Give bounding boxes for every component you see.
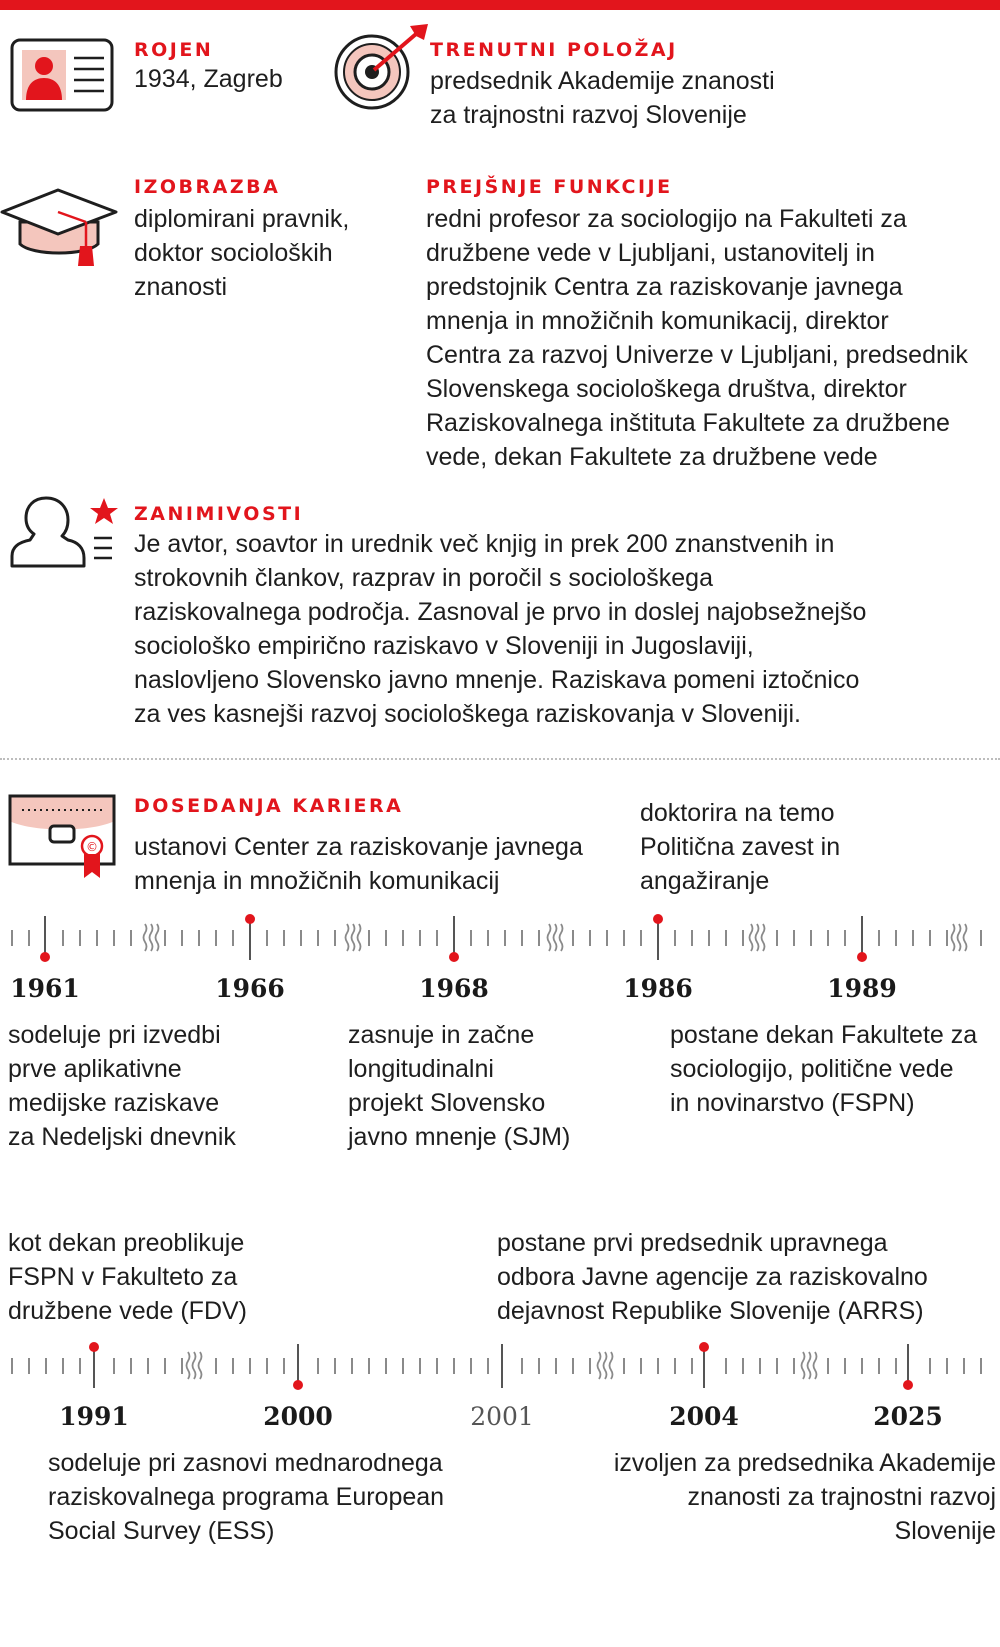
- year-2001: 2001: [470, 1402, 534, 1431]
- funkcije-line-4: mnenja in množičnih komunikacij, direktor: [426, 307, 889, 335]
- rojen-heading: ROJEN: [134, 39, 214, 61]
- zanimivosti-line-4: sociološko empirično raziskavo v Sloveniji in Jugoslaviji,: [134, 632, 754, 660]
- event-1991-line-3: družbene vede (FDV): [8, 1297, 248, 1325]
- polozaj-line-1: predsednik Akademije znanosti: [430, 67, 775, 95]
- zanimivosti-heading: ZANIMIVOSTI: [134, 503, 304, 525]
- tl1-break-mark: [952, 924, 967, 951]
- event-2004-line-2: odbora Javne agencije za raziskovalno: [497, 1263, 928, 1291]
- zanimivosti-line-2: strokovnih člankov, razprav in poročil s sociološkega: [134, 564, 713, 592]
- kariera-heading: DOSEDANJA KARIERA: [134, 795, 404, 817]
- tl1-break-mark: [346, 924, 361, 951]
- event-2000-line-2: raziskovalnega programa European: [48, 1483, 445, 1511]
- tl1-year-1968-dot: [449, 952, 459, 962]
- event-1986-line-1: doktorira na temo: [640, 799, 835, 827]
- zanimivosti-line-5: naslovljeno Slovensko javno mnenje. Raziskava pomeni iztočnico: [134, 666, 860, 694]
- zanimivosti-line-1: Je avtor, soavtor in urednik več knjig in prek 200 znanstvenih in: [134, 530, 835, 558]
- event-1968-line-3: projekt Slovensko: [348, 1089, 546, 1117]
- event-1989-line-1: postane dekan Fakultete za: [670, 1021, 978, 1049]
- top-accent-bar: [0, 0, 1000, 10]
- tl1-break-mark: [144, 924, 159, 951]
- tl1-year-1986-dot: [653, 914, 663, 924]
- event-2004-line-1: postane prvi predsednik upravnega: [497, 1229, 888, 1257]
- izobrazba-line-3: znanosti: [134, 273, 228, 301]
- tl2-year-2004-dot: [699, 1342, 709, 1352]
- tl2-year-1991-dot: [89, 1342, 99, 1352]
- event-1991-line-1: kot dekan preoblikuje: [8, 1229, 245, 1257]
- event-2004-line-3: dejavnost Republike Slovenije (ARRS): [497, 1297, 924, 1325]
- person-star-icon: [8, 494, 120, 570]
- funkcije-heading: PREJŠNJE FUNKCIJE: [426, 176, 673, 198]
- event-2025-line-1: izvoljen za predsednika Akademije: [613, 1449, 996, 1477]
- tl1-year-1989-dot: [857, 952, 867, 962]
- event-1961-line-2: prve aplikativne: [8, 1055, 182, 1083]
- year-1989: 1989: [827, 974, 897, 1003]
- event-1968-line-1: zasnuje in začne: [348, 1021, 535, 1049]
- timeline-1: [0, 914, 1000, 962]
- polozaj-line-2: za trajnostni razvoj Slovenije: [430, 101, 747, 129]
- tl1-break-mark: [548, 924, 563, 951]
- tl2-year-2000-dot: [293, 1380, 303, 1390]
- event-1966-line-1: ustanovi Center za raziskovanje javnega: [134, 833, 583, 861]
- tl1-year-1961-dot: [40, 952, 50, 962]
- event-1986-line-3: angažiranje: [640, 867, 770, 895]
- event-1991-line-2: FSPN v Fakulteto za: [8, 1263, 238, 1291]
- funkcije-line-5: Centra za razvoj Univerze v Ljubljani, predsednik: [426, 341, 968, 369]
- event-1966-line-2: mnenja in množičnih komunikacij: [134, 867, 500, 895]
- graduation-cap-icon: [0, 186, 120, 276]
- event-1968-line-4: javno mnenje (SJM): [348, 1123, 571, 1151]
- year-1966: 1966: [215, 974, 285, 1003]
- zanimivosti-line-6: za ves kasnejši razvoj sociološkega raziskovanja v Sloveniji.: [134, 700, 801, 728]
- year-2025: 2025: [873, 1402, 943, 1431]
- event-1989-line-2: sociologijo, politične vede: [670, 1055, 954, 1083]
- event-1961-line-4: za Nedeljski dnevnik: [8, 1123, 236, 1151]
- year-1986: 1986: [623, 974, 693, 1003]
- section-divider: [0, 758, 1000, 760]
- izobrazba-line-1: diplomirani pravnik,: [134, 205, 350, 233]
- event-2000-line-1: sodeluje pri zasnovi mednarodnega: [48, 1449, 443, 1477]
- tl2-break-mark: [187, 1352, 202, 1379]
- certificate-icon: [8, 794, 116, 880]
- izobrazba-line-2: doktor socioloških: [134, 239, 333, 267]
- event-1986-line-2: Politična zavest in: [640, 833, 841, 861]
- event-1961-line-3: medijske raziskave: [8, 1089, 220, 1117]
- year-1968: 1968: [419, 974, 489, 1003]
- year-2004: 2004: [669, 1402, 739, 1431]
- tl2-break-mark: [802, 1352, 817, 1379]
- event-2000-line-3: Social Survey (ESS): [48, 1517, 275, 1545]
- zanimivosti-line-3: raziskovalnega področja. Zasnoval je prvo in doslej najobsežnejšo: [134, 598, 867, 626]
- funkcije-line-1: redni profesor za sociologijo na Fakulteti za: [426, 205, 907, 233]
- year-1961: 1961: [10, 974, 80, 1003]
- funkcije-line-7: Raziskovalnega inštituta Fakultete za družbene: [426, 409, 950, 437]
- year-2000: 2000: [263, 1402, 333, 1431]
- year-1991: 1991: [59, 1402, 129, 1431]
- event-1961-line-1: sodeluje pri izvedbi: [8, 1021, 221, 1049]
- svg-text:©: ©: [86, 840, 98, 854]
- funkcije-line-3: predstojnik Centra za raziskovanje javnega: [426, 273, 903, 301]
- event-1968-line-2: longitudinalni: [348, 1055, 494, 1083]
- id-card-icon: [10, 38, 114, 112]
- timeline-2: [0, 1342, 1000, 1390]
- polozaj-heading: TRENUTNI POLOŽAJ: [430, 39, 678, 61]
- izobrazba-heading: IZOBRAZBA: [134, 176, 281, 198]
- event-1989-line-3: in novinarstvo (FSPN): [670, 1089, 915, 1117]
- tl2-break-mark: [598, 1352, 613, 1379]
- event-2025-line-3: Slovenije: [894, 1517, 996, 1545]
- funkcije-line-2: družbene vede v Ljubljani, ustanovitelj in: [426, 239, 875, 267]
- tl2-year-2025-dot: [903, 1380, 913, 1390]
- funkcije-line-6: Slovenskega sociološkega društva, direktor: [426, 375, 907, 403]
- tl1-year-1966-dot: [245, 914, 255, 924]
- event-2025-line-2: znanosti za trajnostni razvoj: [687, 1483, 996, 1511]
- funkcije-line-8: vede, dekan Fakultete za družbene vede: [426, 443, 878, 471]
- tl1-break-mark: [750, 924, 765, 951]
- target-icon: [332, 22, 436, 110]
- rojen-text: 1934, Zagreb: [134, 65, 283, 93]
